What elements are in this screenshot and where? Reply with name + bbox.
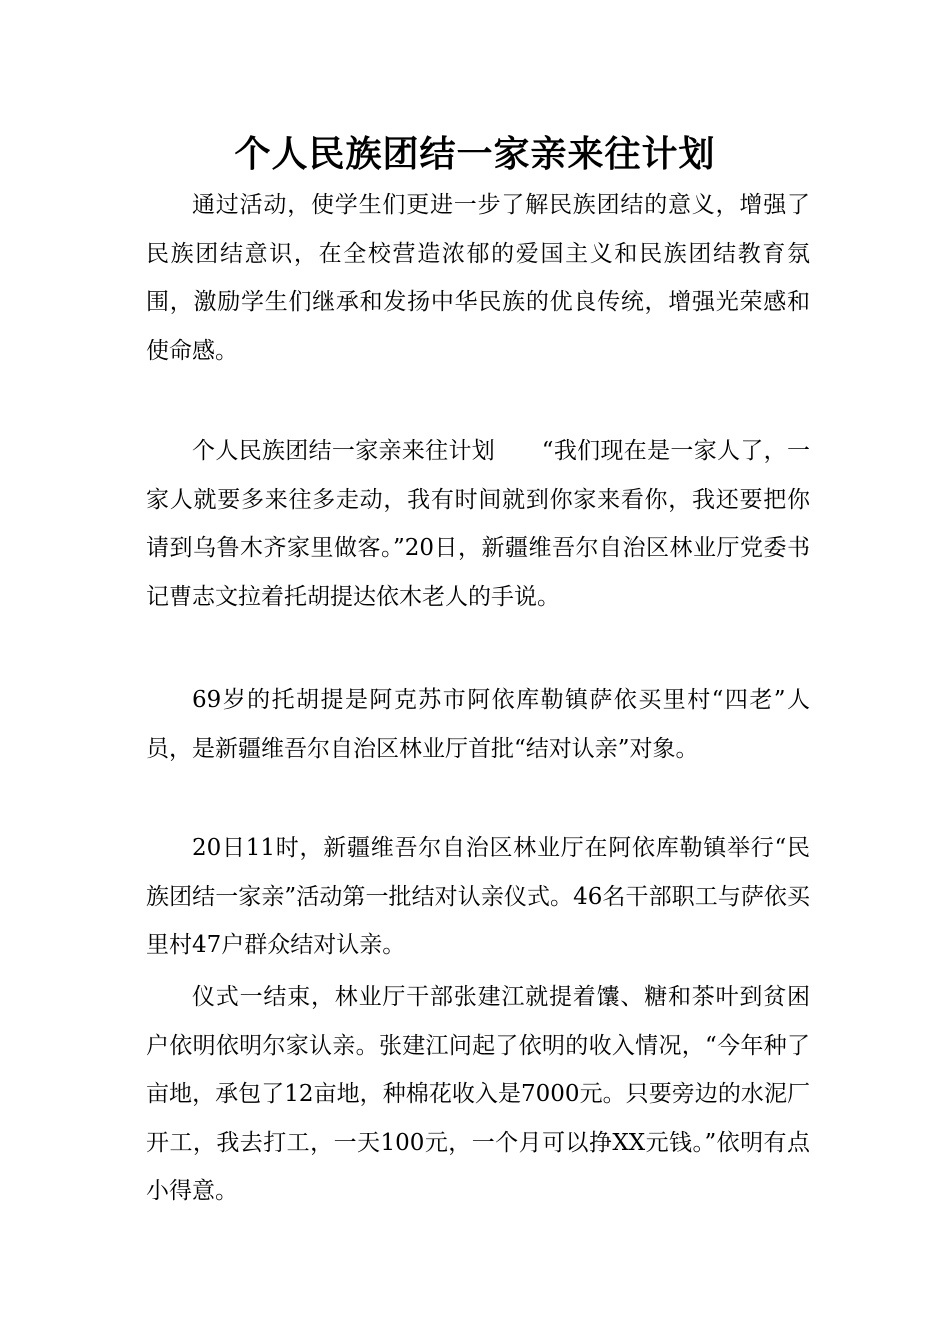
paragraph-tuohuti: 69岁的托胡提是阿克苏市阿依库勒镇萨依买里村“四老”人员，是新疆维吾尔自治区林业厅首批“结对认亲”对象。	[146, 687, 810, 762]
document-title: 个人民族团结一家亲来往计划	[234, 133, 716, 175]
paragraph-plan-quote: 个人民族团结一家亲来往计划 “我们现在是一家人了，一家人就要多来往多走动，我有时间就到你家来看你，我还要把你请到乌鲁木齐家里做客。”20日，新疆维吾尔自治区林业厅党委书记曹志文拉着托胡提达依木老人的手说。	[146, 438, 810, 610]
paragraph-ceremony: 20日11时，新疆维吾尔自治区林业厅在阿依库勒镇举行“民族团结一家亲”活动第一批结对认亲仪式。46名干部职工与萨依买里村47户群众结对认亲。	[146, 835, 810, 958]
paragraph-visit: 仪式一结束，林业厅干部张建江就提着馕、糖和茶叶到贫困户依明依明尔家认亲。张建江问起了依明的收入情况，“今年种了亩地，承包了12亩地，种棉花收入是7000元。只要旁边的水泥厂开工，我去打工，一天100元，一个月可以挣XX元钱。”依明有点小得意。	[146, 984, 810, 1204]
paragraph-intro: 通过活动，使学生们更进一步了解民族团结的意义，增强了民族团结意识，在全校营造浓郁的爱国主义和民族团结教育氛围，激励学生们继承和发扬中华民族的优良传统，增强光荣感和使命感。	[146, 192, 810, 364]
